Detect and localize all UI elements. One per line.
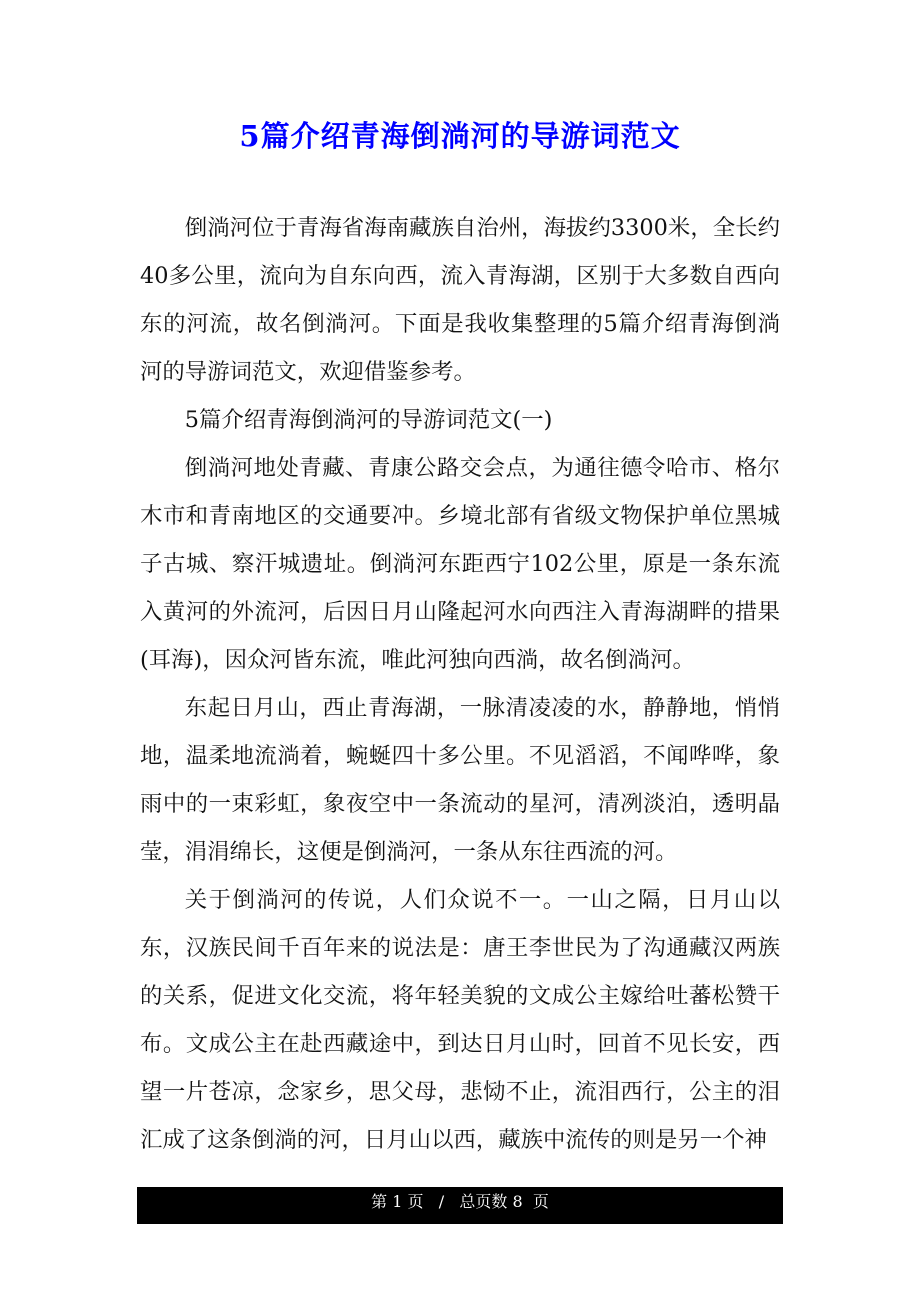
body-paragraph: 关于倒淌河的传说，人们众说不一。一山之隔，日月山以东，汉族民间千百年来的说法是：唐王李世民为了沟通藏汉两族的关系，促进文化交流，将年轻美貌的文成公主嫁给吐蕃松赞干布。文成公主在赴西藏途中，到达日月山时，回首不见长安，西望一片苍凉，念家乡，思父母，悲恸不止，流泪西行，公主的泪汇成了这条倒淌的河，日月山以西，藏族中流传的则是另一个神	[140, 887, 780, 1153]
intro-paragraph: 倒淌河位于青海省海南藏族自治州，海拔约3300米，全长约40多公里，流向为自东向西，流入青海湖，区别于大多数自西向东的河流，故名倒淌河。下面是我收集整理的5篇介绍青海倒淌河的导游词范文，欢迎借鉴参考。	[140, 215, 780, 385]
document-body	[140, 204, 780, 1164]
body-paragraph: 倒淌河地处青藏、青康公路交会点，为通往德令哈市、格尔木市和青南地区的交通要冲。乡境北部有省级文物保护单位黑城子古城、察汗城遗址。倒淌河东距西宁102公里，原是一条东流入黄河的外流河，后因日月山隆起河水向西注入青海湖畔的措果(耳海)，因众河皆东流，唯此河独向西淌，故名倒淌河。	[140, 455, 780, 673]
body-paragraph: 东起日月山，西止青海湖，一脉清凌凌的水，静静地，悄悄地，温柔地流淌着，蜿蜒四十多公里。不见滔滔，不闻哗哗，象雨中的一束彩虹，象夜空中一条流动的星河，清冽淡泊，透明晶莹，涓涓绵长，这便是倒淌河，一条从东往西流的河。	[140, 695, 780, 865]
page-footer: 第 1 页 / 总页数 8 页	[137, 1187, 783, 1224]
section-heading: 5篇介绍青海倒淌河的导游词范文(一)	[184, 407, 553, 433]
document-title: 5篇介绍青海倒淌河的导游词范文	[239, 119, 681, 153]
